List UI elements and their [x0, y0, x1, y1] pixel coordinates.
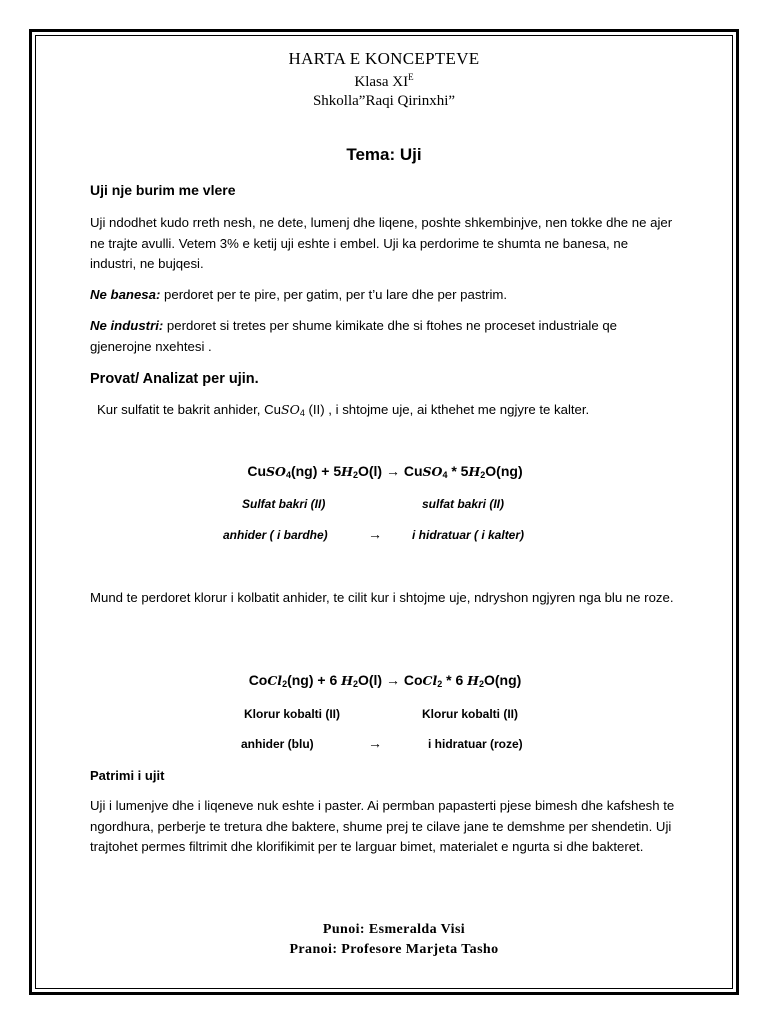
document-title: HARTA E KONCEPTEVE [288, 49, 480, 68]
banesa-paragraph: Ne banesa: perdoret per te pire, per gatim, per t’u lare dhe per pastrim. [90, 287, 508, 302]
equation-copper-sulfate: CuSO$_4$(ng) + $5H_2O(l)$ → CuSO$_4$ * $5H_2O(ng)$ [247, 463, 523, 480]
section-heading-tests: Provat/ Analizat per ujin. [90, 371, 259, 387]
signature-pranoi: Pranoi: Profesore Marjeta Tasho [289, 942, 499, 957]
eq1-left-name: Sulfat bakri (II) [242, 497, 326, 511]
eq1-state-arrow-icon: → [368, 526, 382, 542]
purification-paragraph: Uji i lumenjve dhe i liqeneve nuk eshte i paster. Ai permban papasterti pjese bimesh dhe kafshesh te ngordhura, perberje te tretura dhe baktere, shume prej te cilave jane te demshme per shendetin. Uji trajtohet permes filtrimit dhe klorifikimit per te larguar bimet, materialet e ngurta si dhe bakteret. [90, 798, 675, 854]
water-intro-paragraph: Uji ndodhet kudo rreth nesh, ne dete, lumenj dhe liqene, poshte shkembinjve, nen tokke dhe ne ajer ne trajte avulli. Vetem 3% e ketij uji eshte i embel. Uji ka perdorime te shumta ne banesa, ne industri, ne bujqesi. [90, 215, 673, 271]
eq2-right-name: Klorur kobalti (II) [422, 707, 518, 721]
eq1-right-state: i hidratuar ( i kalter) [412, 528, 525, 542]
equation-cobalt-chloride: CoCl$_2$(ng) + 6 $H_2O(l)$ → CoCl$_2$ * 6 $H_2O(ng)$ [248, 672, 522, 689]
class-line: Klasa $XI^E$ [354, 72, 414, 90]
cobalt-paragraph: Mund te perdoret klorur i kolbatit anhider, te cilit kur i shtojme uje, ndryshon ngjyren nga blu ne roze. [90, 590, 674, 605]
eq2-right-state: i hidratuar (roze) [428, 737, 523, 751]
section-heading-water-resource: Uji nje burim me vlere [90, 182, 236, 198]
section-heading-purification: Patrimi i ujit [90, 768, 165, 783]
copper-sulfate-paragraph: Kur sulfatit te bakrit anhider, CuSO$_4$ (II) , i shtojme uje, ai kthehet me ngjyre te kalter. [97, 402, 590, 418]
school-name: Shkolla”Raqi Qirinxhi” [312, 93, 456, 109]
eq1-right-name: sulfat bakri (II) [422, 497, 505, 511]
industri-paragraph: Ne industri: perdoret si tretes per shume kimikate dhe si ftohes ne proceset industriale qe gjenerojne nxehtesi . [90, 318, 618, 354]
signature-punoi: Punoi: Esmeralda Visi [322, 922, 466, 937]
theme-title: Tema: Uji [346, 145, 422, 164]
eq2-left-name: Klorur kobalti (II) [244, 707, 340, 721]
eq2-left-state: anhider (blu) [241, 737, 314, 751]
eq1-left-state: anhider ( i bardhe) [223, 528, 328, 542]
eq2-state-arrow-icon: → [368, 735, 382, 751]
